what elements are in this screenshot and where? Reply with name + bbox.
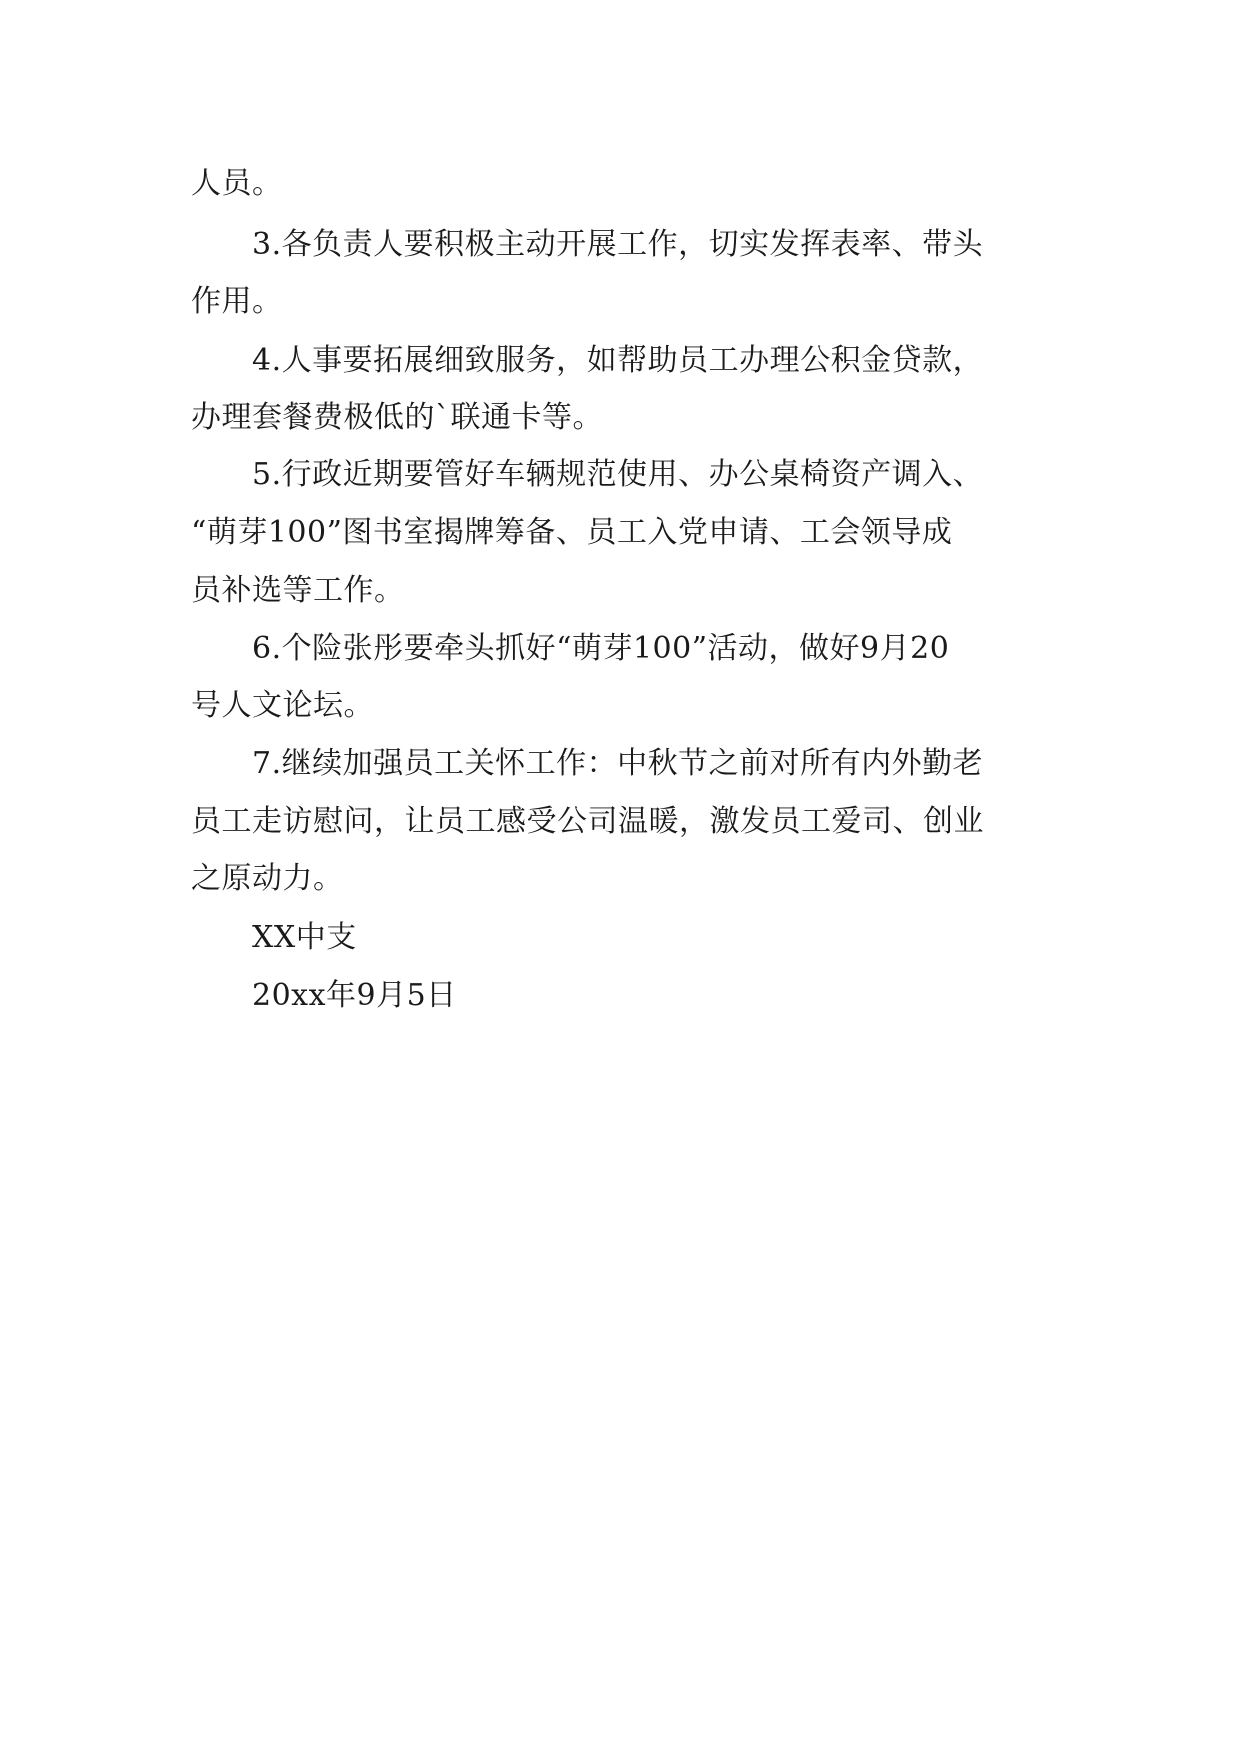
body-text-line: 号人文论坛。 <box>191 688 374 723</box>
body-text-line: 作用。 <box>191 284 283 319</box>
body-text-line: 之原动力。 <box>191 861 344 896</box>
body-text-line: 办理套餐费极低的`联通卡等。 <box>191 400 603 435</box>
list-item-7-text: 7.继续加强员工关怀工作：中秋节之前对所有内外勤老 <box>252 746 984 781</box>
body-text-line: 人员。 <box>191 166 283 201</box>
signature-organization: XX中支 <box>252 920 357 955</box>
list-item-4-text: 4.人事要拓展细致服务，如帮助员工办理公积金贷款， <box>252 343 984 378</box>
list-item-6-text: 6.个险张彤要牵头抓好“萌芽100”活动，做好9月20 <box>252 631 950 666</box>
body-text-line: 员补选等工作。 <box>191 573 405 608</box>
list-item-5-text: 5.行政近期要管好车辆规范使用、办公桌椅资产调入、 <box>252 457 984 492</box>
body-text-line: 员工走访慰问，让员工感受公司温暖，激发员工爱司、创业 <box>191 804 984 839</box>
body-text-line: “萌芽100”图书室揭牌筹备、员工入党申请、工会领导成 <box>191 515 953 550</box>
signature-date: 20xx年9月5日 <box>252 978 457 1013</box>
list-item-3-text: 3.各负责人要积极主动开展工作，切实发挥表率、带头 <box>252 227 984 262</box>
